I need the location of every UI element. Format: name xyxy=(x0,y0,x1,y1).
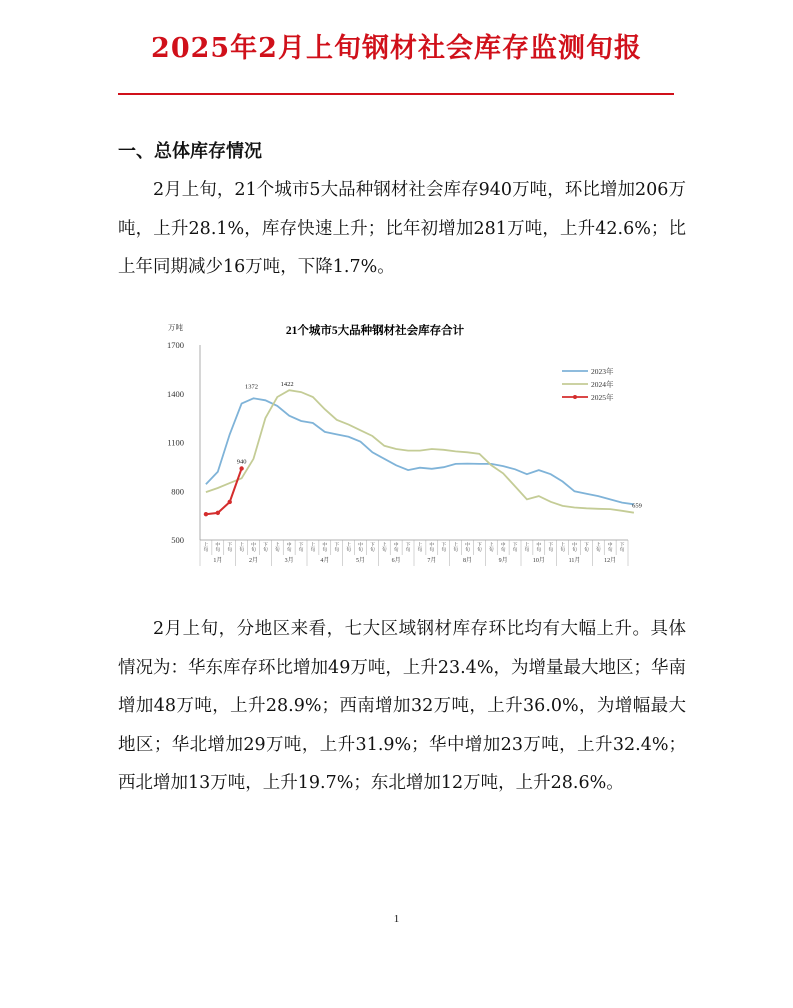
x-period-label: 旬 xyxy=(393,548,399,553)
data-label: 659 xyxy=(632,502,642,510)
legend-label: 2024年 xyxy=(591,380,614,389)
title-divider xyxy=(118,93,674,95)
legend-marker xyxy=(573,395,577,399)
x-month-label: 5月 xyxy=(355,558,366,564)
data-labels-group xyxy=(237,381,642,509)
x-month-label: 3月 xyxy=(284,558,294,564)
x-period-label: 中 xyxy=(536,543,542,548)
x-period-label: 下 xyxy=(298,543,304,548)
x-period-label: 上 xyxy=(239,543,245,548)
x-period-label: 旬 xyxy=(512,548,518,553)
x-month-label: 10月 xyxy=(532,558,545,564)
series-group xyxy=(204,390,634,516)
x-period-label: 旬 xyxy=(548,548,554,553)
x-period-label: 下 xyxy=(441,543,447,548)
legend-label: 2023年 xyxy=(591,367,614,376)
series-line-2025年 xyxy=(206,469,242,515)
x-month-label: 2月 xyxy=(248,558,259,564)
y-tick-label: 1400 xyxy=(167,388,184,399)
x-period-label: 中 xyxy=(251,543,256,548)
x-period-label: 旬 xyxy=(334,548,340,553)
x-period-label: 中 xyxy=(500,543,506,548)
x-period-label: 上 xyxy=(310,543,316,548)
x-month-label: 4月 xyxy=(320,558,330,564)
x-period-label: 下 xyxy=(619,543,625,548)
x-period-label: 下 xyxy=(262,543,268,548)
x-month-label: 6月 xyxy=(391,558,401,564)
x-period-label: 上 xyxy=(417,543,423,548)
x-period-label: 上 xyxy=(453,543,459,548)
section-heading: 一、总体库存情况 xyxy=(118,141,262,162)
x-period-label: 中 xyxy=(358,543,363,548)
x-period-label: 中 xyxy=(393,543,399,548)
x-period-label: 上 xyxy=(274,543,280,548)
data-point-2025 xyxy=(216,511,220,515)
x-period-label: 下 xyxy=(405,543,411,548)
x-period-label: 旬 xyxy=(227,548,233,553)
x-period-label: 旬 xyxy=(239,548,245,553)
x-period-label: 旬 xyxy=(346,548,352,553)
x-month-label: 12月 xyxy=(604,558,617,564)
x-period-label: 旬 xyxy=(429,548,435,553)
x-period-label: 旬 xyxy=(441,548,447,553)
data-point-2025 xyxy=(204,512,208,516)
x-period-label: 下 xyxy=(334,543,340,548)
x-period-label: 下 xyxy=(227,543,233,548)
x-period-label: 旬 xyxy=(286,548,292,553)
x-period-label: 旬 xyxy=(536,548,542,553)
page-number: 1 xyxy=(393,913,400,925)
x-period-label: 中 xyxy=(572,543,577,548)
x-period-label: 下 xyxy=(369,543,375,548)
x-period-label: 旬 xyxy=(369,548,375,553)
x-period-label: 下 xyxy=(476,543,482,548)
x-period-label: 上 xyxy=(381,543,387,548)
x-period-label: 中 xyxy=(322,543,328,548)
x-period-label: 旬 xyxy=(405,548,411,553)
x-period-label: 旬 xyxy=(251,548,256,553)
series-line-2024年 xyxy=(206,390,634,513)
x-period-label: 上 xyxy=(488,543,494,548)
chart-title: 21个城市5大品种钢材社会库存合计 xyxy=(285,325,465,337)
x-period-label: 旬 xyxy=(583,548,589,553)
x-month-label: 9月 xyxy=(498,558,508,564)
x-period-label: 旬 xyxy=(465,548,470,553)
x-period-label: 下 xyxy=(548,543,554,548)
legend-label: 2025年 xyxy=(591,393,614,402)
x-period-label: 下 xyxy=(583,543,589,548)
data-point-2025 xyxy=(239,466,243,470)
x-period-label: 旬 xyxy=(607,548,613,553)
x-period-label: 上 xyxy=(524,543,530,548)
x-period-label: 旬 xyxy=(322,548,328,553)
x-period-label: 中 xyxy=(286,543,292,548)
x-period-label: 旬 xyxy=(203,548,209,553)
x-period-label: 中 xyxy=(429,543,435,548)
x-period-label: 旬 xyxy=(358,548,363,553)
x-month-label: 1月 xyxy=(213,558,223,564)
x-period-label: 旬 xyxy=(619,548,625,553)
x-period-label: 上 xyxy=(346,543,352,548)
report-title: 2025年2月上旬钢材社会库存监测旬报 xyxy=(151,33,642,64)
data-label: 940 xyxy=(236,458,247,466)
x-period-label: 旬 xyxy=(417,548,423,553)
x-period-label: 旬 xyxy=(274,548,280,553)
summary-paragraph: 2月上旬，21个城市5大品种钢材社会库存940万吨，环比增加206万吨，上升28.1%，库存快速上升；比年初增加281万吨，上升42.6%；比上年同期减少16万吨，下降1.7%。 xyxy=(118,180,686,277)
x-period-label: 中 xyxy=(465,543,470,548)
y-axis-unit-label: 万吨 xyxy=(168,323,183,332)
data-label: 1422 xyxy=(280,381,294,389)
x-period-label: 旬 xyxy=(381,548,387,553)
x-period-label: 旬 xyxy=(453,548,459,553)
y-tick-label: 800 xyxy=(171,486,184,497)
axes-group xyxy=(167,340,628,566)
x-period-label: 旬 xyxy=(560,548,566,553)
x-period-label: 上 xyxy=(595,543,601,548)
inventory-line-chart xyxy=(150,316,640,578)
x-period-label: 旬 xyxy=(572,548,577,553)
chart-legend xyxy=(562,366,614,402)
x-period-label: 旬 xyxy=(488,548,494,553)
x-month-label: 11月 xyxy=(568,558,581,564)
x-period-label: 旬 xyxy=(476,548,482,553)
x-period-label: 中 xyxy=(607,543,613,548)
data-point-2025 xyxy=(228,500,232,504)
x-period-label: 旬 xyxy=(262,548,268,553)
regional-paragraph: 2月上旬，分地区来看，七大区域钢材库存环比均有大幅上升。具体情况为：华东库存环比增加49万吨，上升23.4%，为增量最大地区；华南增加48万吨，上升28.9%；西南增加32万吨，上升36.0%，为增幅最大地区；华北增加29万吨，上升31.9%；华中增加23万吨，上升32.4%；西北增加13万吨，上升19.7%；东北增加12万吨，上升28.6%。 xyxy=(118,619,686,793)
y-tick-label: 1100 xyxy=(167,437,184,448)
x-period-label: 旬 xyxy=(310,548,316,553)
x-period-label: 旬 xyxy=(298,548,304,553)
x-period-label: 旬 xyxy=(524,548,530,553)
x-period-label: 旬 xyxy=(215,548,221,553)
x-period-label: 上 xyxy=(560,543,566,548)
x-period-label: 旬 xyxy=(595,548,601,553)
x-period-label: 中 xyxy=(215,543,221,548)
y-tick-label: 1700 xyxy=(167,340,184,350)
x-month-label: 8月 xyxy=(462,558,473,564)
x-period-label: 下 xyxy=(512,543,518,548)
y-tick-label: 500 xyxy=(171,535,184,545)
x-period-label: 上 xyxy=(203,543,209,548)
x-month-label: 7月 xyxy=(427,558,437,564)
x-period-label: 旬 xyxy=(500,548,506,553)
data-label: 1372 xyxy=(245,383,258,391)
